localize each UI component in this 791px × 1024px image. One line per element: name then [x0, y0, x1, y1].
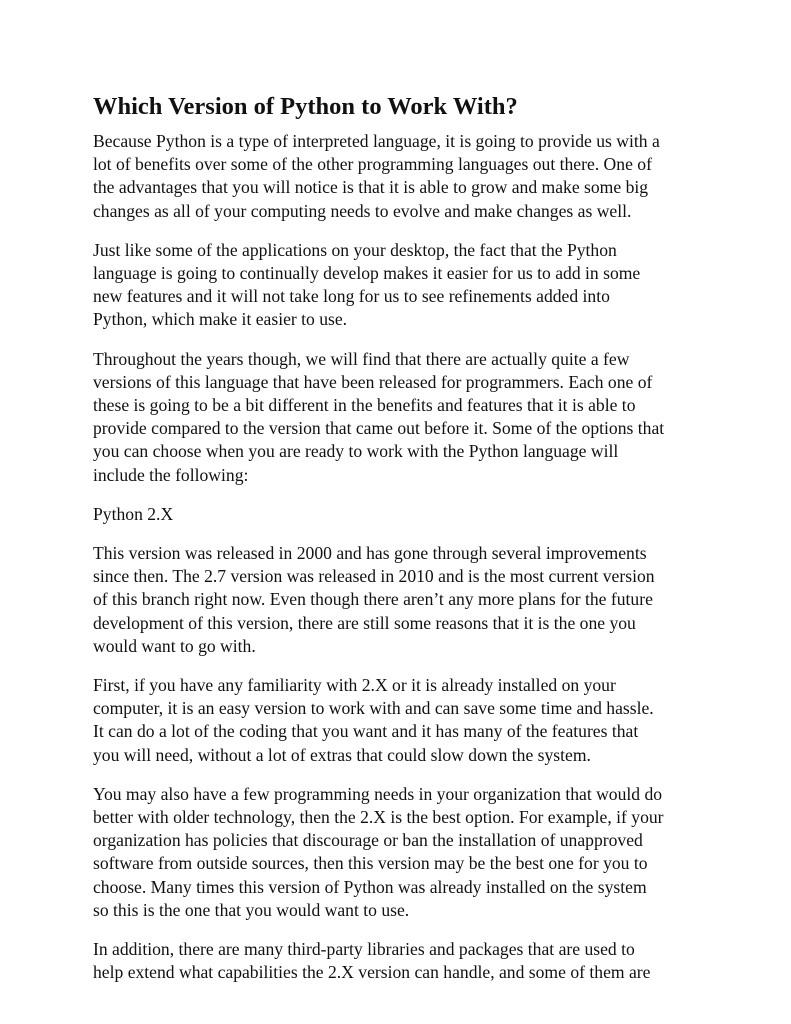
text-line: of this branch right now. Even though there aren’t any more plans for the future [93, 589, 653, 610]
text-line: better with older technology, then the 2.X is the best option. For example, if your [93, 807, 664, 828]
text-line: Because Python is a type of interpreted language, it is going to provide us with a [93, 131, 660, 151]
text-line: This version was released in 2000 and has gone through several improvements [93, 543, 647, 564]
paragraph [93, 938, 713, 984]
text-line: organization has policies that discourage or ban the installation of unapproved [93, 830, 643, 851]
text-line: lot of benefits over some of the other programming languages out there. One of [93, 154, 652, 175]
text-line: would want to go with. [93, 635, 256, 656]
text-line: include the following: [93, 464, 249, 485]
document-title: Which Version of Python to Work With? [93, 93, 518, 120]
text-line: since then. The 2.7 version was released in 2010 and is the most current version [93, 566, 655, 587]
paragraph [93, 503, 713, 526]
text-line: so this is the one that you would want to use. [93, 899, 410, 920]
text-line: Python 2.X [93, 503, 174, 524]
text-line: help extend what capabilities the 2.X version can handle, and some of them are [93, 962, 651, 983]
text-line: software from outside sources, then this version may be the best one for you to [93, 853, 648, 874]
text-line: these is going to be a bit different in the benefits and features that it is able to [93, 395, 636, 416]
text-line: Throughout the years though, we will find that there are actually quite a few [93, 348, 630, 369]
text-line: computer, it is an easy version to work with and can save some time and hassle. [93, 698, 654, 719]
document-page [93, 90, 713, 1001]
paragraph [93, 239, 713, 332]
text-line: choose. Many times this version of Python was already installed on the system [93, 876, 647, 897]
paragraph [93, 542, 713, 658]
text-line: Just like some of the applications on your desktop, the fact that the Python [93, 239, 617, 260]
text-line: the advantages that you will notice is that it is able to grow and make some big [93, 177, 649, 198]
text-line: It can do a lot of the coding that you want and it has many of the features that [93, 721, 639, 742]
text-line: language is going to continually develop makes it easier for us to add in some [93, 263, 641, 284]
text-line: You may also have a few programming needs in your organization that would do [93, 783, 663, 804]
paragraph [93, 348, 713, 487]
text-line: provide compared to the version that came out before it. Some of the options that [93, 418, 665, 439]
text-line: development of this version, there are still some reasons that it is the one you [93, 612, 636, 633]
text-line: you can choose when you are ready to work with the Python language will [93, 441, 619, 462]
paragraph [93, 674, 713, 767]
text-line: new features and it will not take long for us to see refinements added into [93, 286, 610, 307]
text-line: versions of this language that have been released for programmers. Each one of [93, 371, 653, 392]
paragraph [93, 130, 713, 223]
text-line: changes as all of your computing needs to evolve and make changes as well. [93, 200, 632, 221]
document-body [93, 130, 713, 985]
paragraph [93, 783, 713, 922]
text-line: First, if you have any familiarity with 2.X or it is already installed on your [93, 675, 616, 696]
text-line: Python, which make it easier to use. [93, 309, 348, 330]
text-line: In addition, there are many third-party libraries and packages that are used to [93, 939, 635, 960]
text-line: you will need, without a lot of extras that could slow down the system. [93, 744, 591, 765]
